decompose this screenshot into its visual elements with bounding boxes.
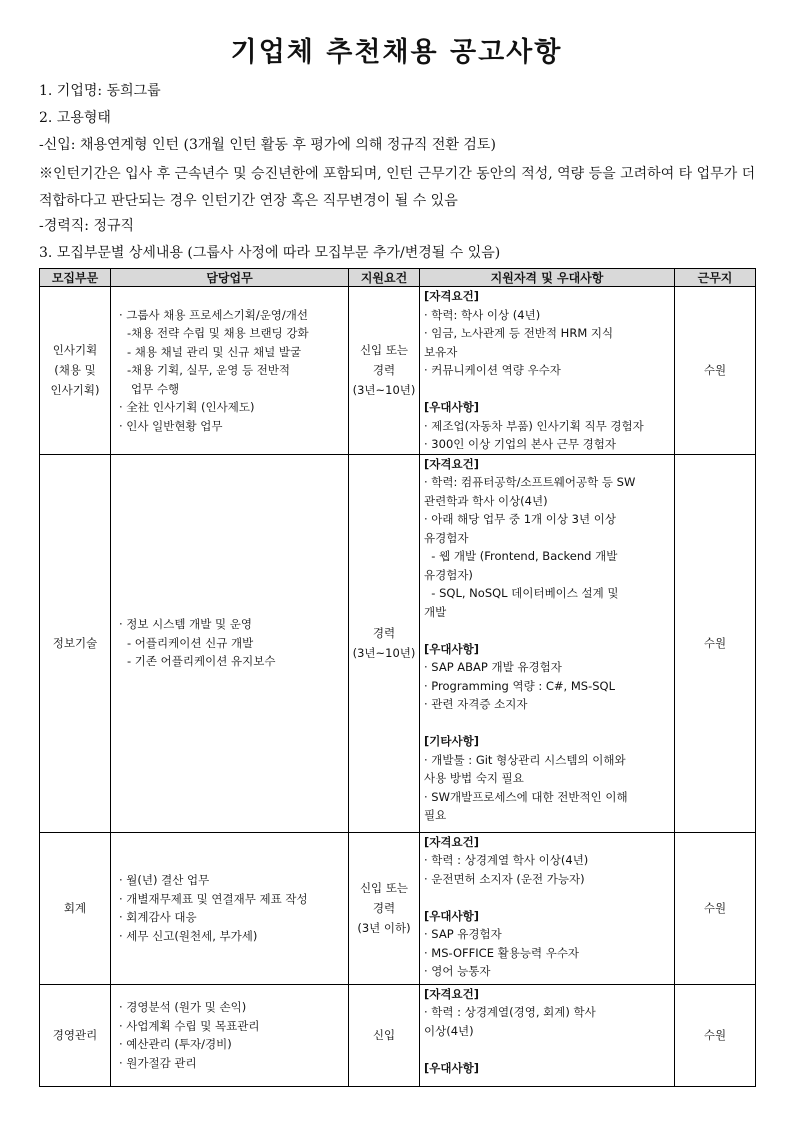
duty-item: - 기존 어플리케이션 유지보수 xyxy=(127,654,276,669)
spacer xyxy=(424,380,670,399)
qualification-line: 유경험자) xyxy=(424,567,473,582)
duty-item: · 회계감사 대응 xyxy=(119,910,197,924)
requirement-line: (3년~10년) xyxy=(352,646,416,660)
table-header-row xyxy=(40,269,756,287)
location-cell: 수원 xyxy=(675,454,756,832)
qualifications-list xyxy=(420,985,674,1078)
spacer xyxy=(424,714,670,733)
employment-type-heading: 2. 고용형태 xyxy=(39,110,111,126)
qualification-line: · SW개발프로세스에 대한 전반적인 이해 xyxy=(424,789,628,804)
duty-item: · 월(년) 결산 업무 xyxy=(119,873,210,887)
duty-item: · 인사 일반현황 업무 xyxy=(119,418,223,433)
qualification-line: 관련학과 학사 이상(4년) xyxy=(424,493,548,508)
duty-item: · 그룹사 채용 프로세스기획/운영/개선 xyxy=(119,307,309,322)
header-division: 모집부문 xyxy=(40,269,111,287)
qualification-line: · 영어 능통자 xyxy=(424,964,491,978)
spacer xyxy=(424,1040,670,1059)
qualification-line: 개발 xyxy=(424,604,447,619)
requirement-cell xyxy=(349,832,420,984)
section-heading: [자격요건] xyxy=(424,834,479,849)
duties-cell xyxy=(111,287,349,455)
duty-item: · 사업계획 수립 및 목표관리 xyxy=(119,1018,260,1033)
division-text xyxy=(40,898,110,918)
header-qualifications: 지원자격 및 우대사항 xyxy=(420,269,675,287)
duty-item: · 全社 인사기획 (인사제도) xyxy=(119,400,255,414)
section-heading: [우대사항] xyxy=(424,641,479,656)
qualification-line: · 학력: 컴퓨터공학/소프트웨어공학 등 SW xyxy=(424,475,636,489)
table-row xyxy=(40,454,756,832)
qualifications-cell xyxy=(420,984,675,1086)
qualification-line: · 임금, 노사관계 등 전반적 HRM 지식 xyxy=(424,326,614,340)
qualifications-cell xyxy=(420,454,675,832)
requirement-text xyxy=(349,1025,419,1045)
division-line: 정보기술 xyxy=(52,636,98,650)
qualification-line: · 학력 : 상경계열 학사 이상(4년) xyxy=(424,853,589,867)
requirement-line: 신입 또는 xyxy=(359,881,409,895)
requirement-cell xyxy=(349,287,420,455)
requirement-line: 경력 xyxy=(372,901,396,915)
requirement-cell xyxy=(349,984,420,1086)
division-line: 경영관리 xyxy=(52,1028,98,1042)
duties-list xyxy=(111,615,348,671)
table-row xyxy=(40,832,756,984)
duty-item: · 경영분석 (원가 및 손익) xyxy=(119,1000,247,1014)
duties-cell xyxy=(111,832,349,984)
table-row xyxy=(40,287,756,455)
experienced-type-line: -경력직: 정규직 xyxy=(39,218,135,234)
section-heading: [우대사항] xyxy=(424,1060,479,1075)
section-heading: [기타사항] xyxy=(424,734,479,748)
location-cell: 수원 xyxy=(675,984,756,1086)
duty-item: 업무 수행 xyxy=(131,381,180,396)
division-text xyxy=(40,633,110,653)
intro-section xyxy=(39,80,759,269)
spacer xyxy=(424,888,670,907)
qualifications-list xyxy=(420,455,674,825)
qualification-line: · 학력 : 상경계열(경영, 회계) 학사 xyxy=(424,1005,596,1019)
qualification-line: · 관련 자격증 소지자 xyxy=(424,697,528,711)
qualification-line: · 아래 해당 업무 중 1개 이상 3년 이상 xyxy=(424,512,616,526)
qualification-line: · SAP 유경험자 xyxy=(424,927,502,941)
duty-item: · 정보 시스템 개발 및 운영 xyxy=(119,617,253,632)
qualification-line: 사용 방법 숙지 필요 xyxy=(424,771,524,785)
location-cell: 수원 xyxy=(675,287,756,455)
header-requirement: 지원요건 xyxy=(349,269,420,287)
requirement-line: (3년~10년) xyxy=(352,383,416,398)
duties-list xyxy=(111,871,348,945)
qualification-line: - SQL, NoSQL 데이터베이스 설계 및 xyxy=(424,586,619,600)
company-name-line: 1. 기업명: 동희그룹 xyxy=(39,83,161,99)
duty-item: - 어플리케이션 신규 개발 xyxy=(127,635,254,650)
requirement-text xyxy=(349,878,419,938)
division-text xyxy=(40,1025,110,1045)
qualification-line: 필요 xyxy=(424,808,447,822)
section-heading: [자격요건] xyxy=(424,986,479,1001)
qualifications-list xyxy=(420,287,674,454)
requirement-line: 신입 또는 xyxy=(359,343,409,358)
duties-list xyxy=(111,998,348,1072)
spacer xyxy=(424,621,670,640)
qualification-line: · Programming 역량 : C#, MS-SQL xyxy=(424,678,615,693)
qualification-line: · 300인 이상 기업의 본사 근무 경험자 xyxy=(424,437,616,451)
duty-item: · 개별재무제표 및 연결재무 제표 작성 xyxy=(119,891,308,906)
duty-item: -채용 전략 수립 및 채용 브랜딩 강화 xyxy=(127,326,309,340)
division-line: 회계 xyxy=(63,901,87,915)
location-cell: 수원 xyxy=(675,832,756,984)
requirement-line: 경력 xyxy=(372,363,396,378)
qualifications-cell xyxy=(420,287,675,455)
qualifications-list xyxy=(420,833,674,981)
qualification-line: 이상(4년) xyxy=(424,1023,474,1038)
division-line: 인사기획) xyxy=(50,383,100,398)
intern-note: ※인턴기간은 입사 후 근속년수 및 승진년한에 포함되며, 인턴 근무기간 동안의 적성, 역량 등을 고려하여 타 업무가 더 적합하다고 판단되는 경우 인턴기간 연장 혹은 직무변경이 될 수 있음 xyxy=(39,166,756,209)
qualification-line: · 운전면허 소지자 (운전 가능자) xyxy=(424,871,585,886)
division-cell xyxy=(40,832,111,984)
duty-item: -채용 기획, 실무, 운영 등 전반적 xyxy=(127,363,291,377)
duty-item: · 예산관리 (투자/경비) xyxy=(119,1037,232,1051)
qualification-line: · SAP ABAP 개발 유경험자 xyxy=(424,660,562,674)
duties-cell xyxy=(111,454,349,832)
duty-item: · 세무 신고(원천세, 부가세) xyxy=(119,928,258,943)
division-cell xyxy=(40,984,111,1086)
section-heading: [우대사항] xyxy=(424,908,479,923)
qualification-line: · MS-OFFICE 활용능력 우수자 xyxy=(424,945,580,960)
duty-item: - 채용 채널 관리 및 신규 채널 발굴 xyxy=(127,344,302,359)
division-text xyxy=(40,340,110,400)
header-location: 근무지 xyxy=(675,269,756,287)
division-cell xyxy=(40,287,111,455)
qualification-line: · 개발툴 : Git 형상관리 시스템의 이해와 xyxy=(424,752,626,767)
qualifications-cell xyxy=(420,832,675,984)
requirement-text xyxy=(349,623,419,663)
duties-cell xyxy=(111,984,349,1086)
details-heading: 3. 모집부문별 상세내용 (그룹사 사정에 따라 모집부문 추가/변경될 수 있음) xyxy=(39,245,501,261)
section-heading: [자격요건] xyxy=(424,456,479,471)
requirement-text xyxy=(349,340,419,400)
division-line: 인사기획 xyxy=(52,343,98,358)
table-row xyxy=(40,984,756,1086)
section-heading: [우대사항] xyxy=(424,400,479,414)
newcomer-type-line: -신입: 채용연계형 인턴 (3개월 인턴 활동 후 평가에 의해 정규직 전환 검토) xyxy=(39,137,496,153)
qualification-line: · 제조업(자동차 부품) 인사기획 직무 경험자 xyxy=(424,418,644,433)
page-title: 기업체 추천채용 공고사항 xyxy=(230,37,563,68)
qualification-line: 유경험자 xyxy=(424,530,469,545)
header-duties: 담당업무 xyxy=(111,269,349,287)
requirement-cell xyxy=(349,454,420,832)
qualification-line: · 학력: 학사 이상 (4년) xyxy=(424,307,541,322)
division-cell xyxy=(40,454,111,832)
duties-list xyxy=(111,306,348,436)
duty-item: · 원가절감 관리 xyxy=(119,1055,197,1070)
qualification-line: 보유자 xyxy=(424,344,458,359)
qualification-line: - 웹 개발 (Frontend, Backend 개발 xyxy=(424,549,618,563)
section-heading: [자격요건] xyxy=(424,289,479,303)
requirement-line: (3년 이하) xyxy=(357,921,411,935)
requirement-line: 경력 xyxy=(372,626,396,640)
recruitment-table xyxy=(39,268,756,1087)
requirement-line: 신입 xyxy=(372,1028,396,1042)
division-line: (채용 및 xyxy=(54,363,96,378)
qualification-line: · 커뮤니케이션 역량 우수자 xyxy=(424,363,561,377)
